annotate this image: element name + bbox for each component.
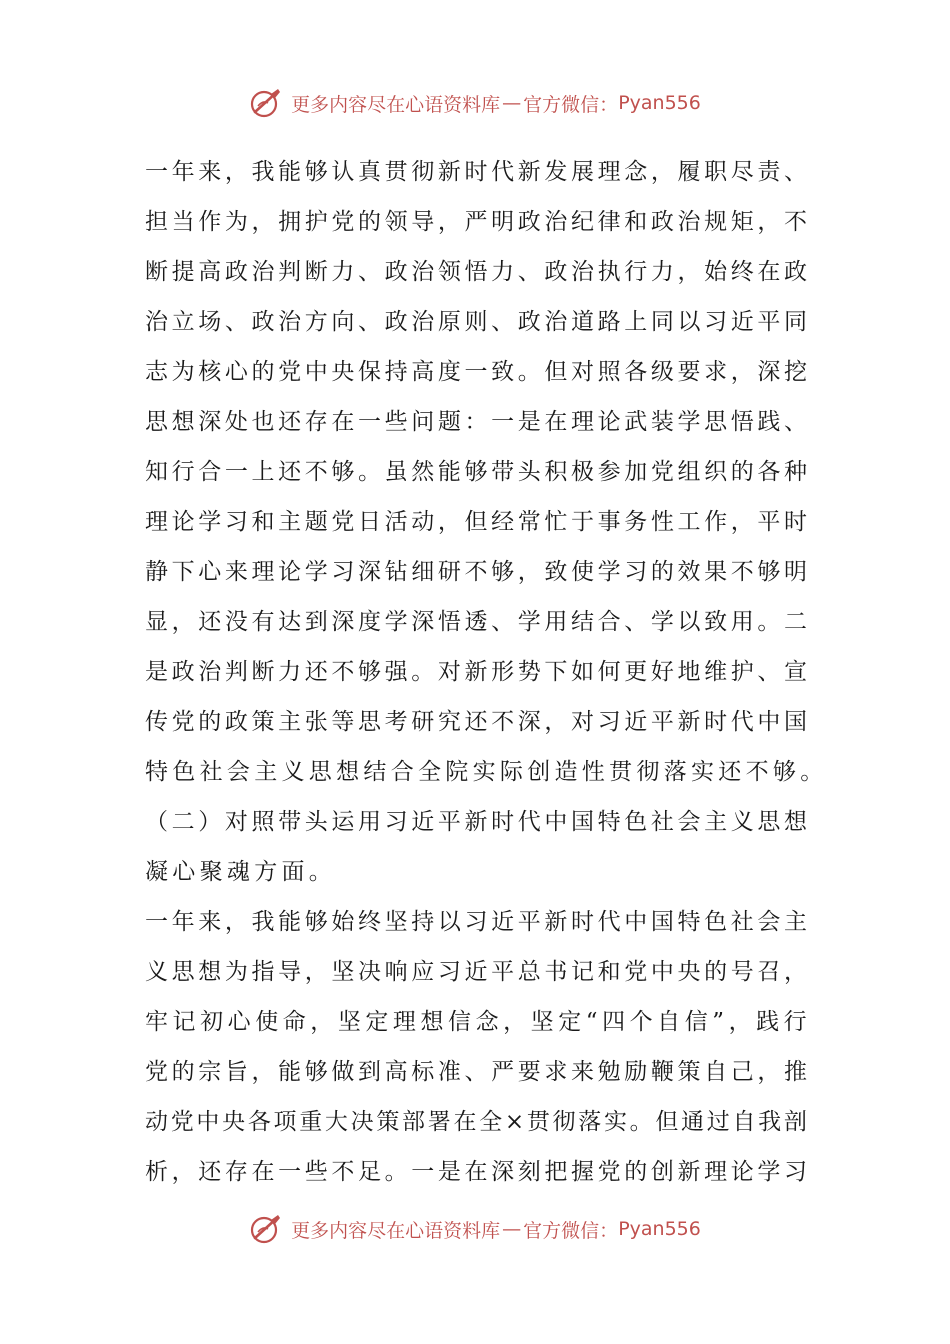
text-line: 牢 记 初 心 使 命 ， 坚 定 理 想 信 念 ， 坚 定 “ 四 个 自 信 ” ， 践 行 <box>145 1009 807 1035</box>
text-line: 一 年 来 ， 我 能 够 认 真 贯 彻 新 时 代 新 发 展 理 念 ， 履 职 尽 责 、 <box>145 159 807 185</box>
text-line: 一 年 来 ， 我 能 够 始 终 坚 持 以 习 近 平 新 时 代 中 国 特 色 社 会 主 <box>145 909 807 935</box>
watermark-wechat-id: Pyan556 <box>618 1218 701 1240</box>
watermark-footer <box>0 1212 950 1246</box>
watermark-main-text: 更多内容尽在心语资料库 <box>291 93 501 116</box>
watermark-label: 官方微信： <box>523 1219 619 1242</box>
watermark-dash: — <box>502 92 522 114</box>
watermark-dash: — <box>502 1218 522 1240</box>
text-line: 是 政 治 判 断 力 还 不 够 强 。 对 新 形 势 下 如 何 更 好 地 维 护 、 宣 <box>145 659 807 685</box>
text-line: 传 党 的 政 策 主 张 等 思 考 研 究 还 不 深 ， 对 习 近 平 新 时 代 中 国 <box>145 709 807 735</box>
text-line: 显 ， 还 没 有 达 到 深 度 学 深 悟 透 、 学 用 结 合 、 学 以 致 用 。 二 <box>145 609 807 635</box>
text-line: 知 行 合 一 上 还 不 够 。 虽 然 能 够 带 头 积 极 参 加 党 组 织 的 各 种 <box>145 459 807 485</box>
pen-logo-icon <box>249 86 283 120</box>
text-line: 特色社会主义思想结合全院实际创造性贯彻落实还不够。 <box>145 759 828 785</box>
text-line: 义 思 想 为 指 导 ， 坚 决 响 应 习 近 平 总 书 记 和 党 中 央 的 号 召 ， <box>145 959 807 985</box>
text-line: （ 二 ） 对 照 带 头 运 用 习 近 平 新 时 代 中 国 特 色 社 会 主 义 思 想 <box>145 809 807 835</box>
pen-logo-icon <box>249 1212 283 1246</box>
text-line: 静 下 心 来 理 论 学 习 深 钻 细 研 不 够 ， 致 使 学 习 的 效 果 不 够 明 <box>145 559 807 585</box>
watermark-label: 官方微信： <box>523 93 619 116</box>
text-line: 治 立 场 、 政 治 方 向 、 政 治 原 则 、 政 治 道 路 上 同 以 习 近 平 同 <box>145 309 807 335</box>
text-line: 析 ， 还 存 在 一 些 不 足 。 一 是 在 深 刻 把 握 党 的 创 新 理 论 学 习 <box>145 1159 807 1185</box>
text-line: 断 提 高 政 治 判 断 力 、 政 治 领 悟 力 、 政 治 执 行 力 ， 始 终 在 政 <box>145 259 807 285</box>
text-line: 党 的 宗 旨 ， 能 够 做 到 高 标 准 、 严 要 求 来 勉 励 鞭 策 自 己 ， 推 <box>145 1059 807 1085</box>
text-line: 凝心聚魂方面。 <box>145 859 337 885</box>
text-line: 担 当 作 为 ， 拥 护 党 的 领 导 ， 严 明 政 治 纪 律 和 政 治 规 矩 ， 不 <box>145 209 807 235</box>
watermark-main-text: 更多内容尽在心语资料库 <box>291 1219 501 1242</box>
text-line: 理 论 学 习 和 主 题 党 日 活 动 ， 但 经 常 忙 于 事 务 性 工 作 ， 平 时 <box>145 509 807 535</box>
watermark-wechat-id: Pyan556 <box>618 92 701 114</box>
watermark-header <box>0 86 950 120</box>
text-line: 思 想 深 处 也 还 存 在 一 些 问 题 ： 一 是 在 理 论 武 装 学 思 悟 践 、 <box>145 409 807 435</box>
text-line: 动 党 中 央 各 项 重 大 决 策 部 署 在 全 × 贯 彻 落 实 。 但 通 过 自 我 剖 <box>145 1109 807 1135</box>
text-line: 志 为 核 心 的 党 中 央 保 持 高 度 一 致 。 但 对 照 各 级 要 求 ， 深 挖 <box>145 359 807 385</box>
document-body <box>145 147 828 1197</box>
